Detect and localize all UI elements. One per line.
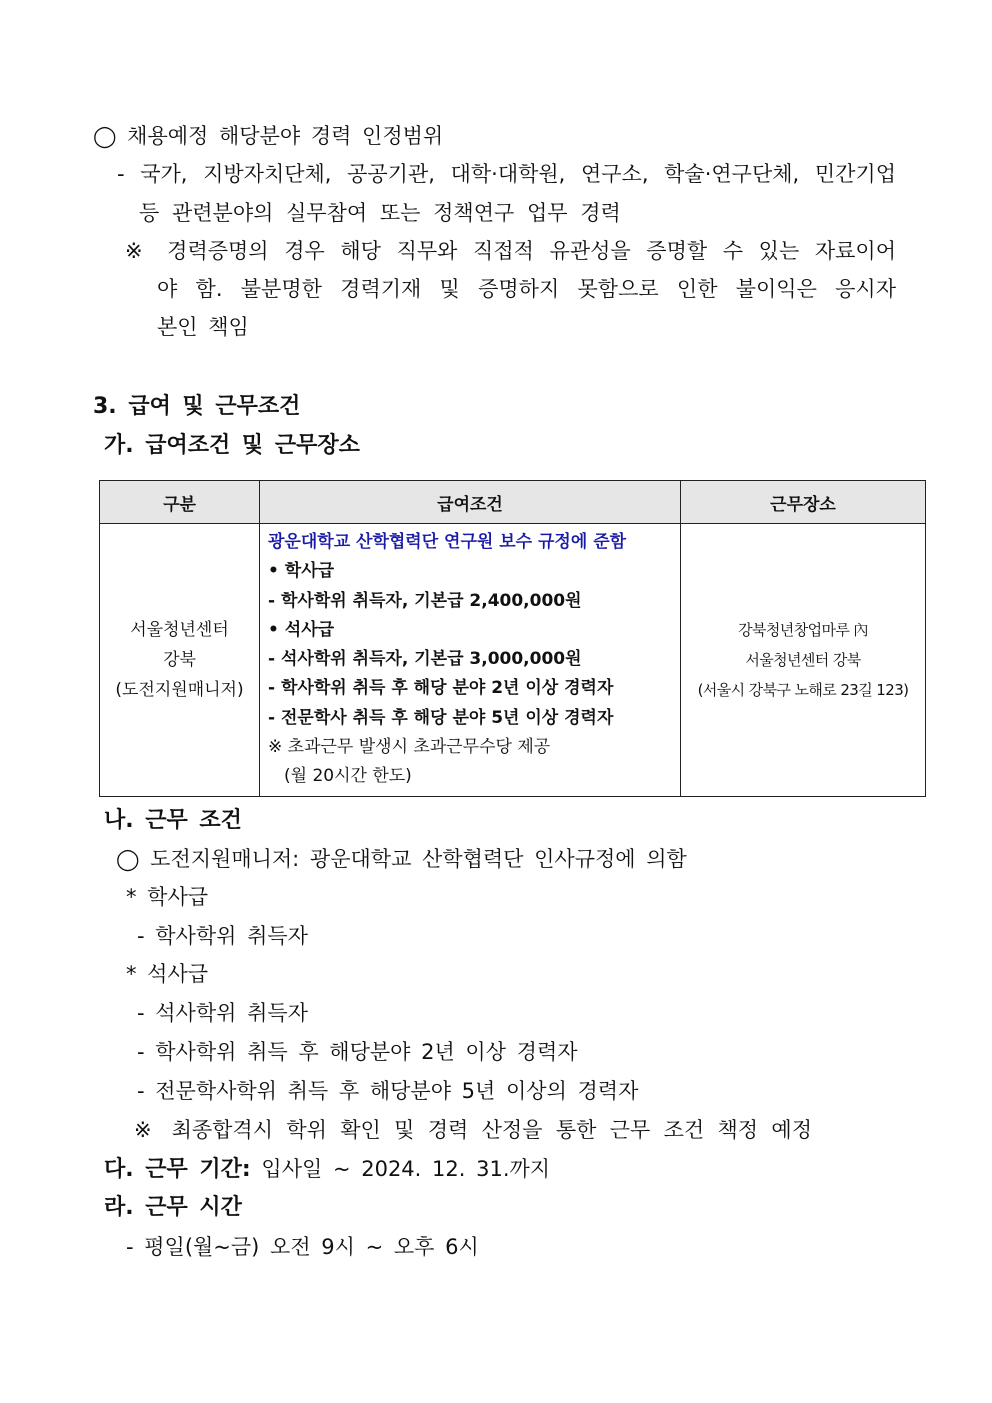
place-cell [681,524,926,797]
salary-table-row [100,524,926,797]
category-cell [100,524,260,797]
category-line: 서울청년센터 [130,619,229,640]
career-note-line2: 야 함. 불분명한 경력기재 및 증명하지 못함으로 인한 불이익은 응시자 [157,277,896,301]
place-line: (서울시 강북구 노해로 23길 123) [697,680,909,699]
section-ra-title: 라. 근무 시간 [104,1195,242,1220]
work-condition-note: ※ 최종합격시 학위 확인 및 경력 산정을 통한 근무 조건 책정 예정 [134,1118,812,1142]
career-note-line1: ※ 경력증명의 경우 해당 직무와 직접적 유관성을 증명할 수 있는 자료이어 [125,239,896,263]
header-category: 구분 [100,481,260,524]
condition-master-heading: • 석사급 [268,619,335,640]
place-line: 서울청년센터 강북 [745,650,861,669]
condition-master-detail: - 학사학위 취득 후 해당 분야 2년 이상 경력자 [268,678,614,699]
section-3-title: 3. 급여 및 근무조건 [93,394,301,419]
header-conditions: 급여조건 [260,481,681,524]
salary-rule-note: 광운대학교 산학협력단 연구원 보수 규정에 준함 [268,532,627,552]
place-line: 강북청년창업마루 內 [738,620,868,639]
work-condition-line: * 석사급 [126,962,209,986]
header-place: 근무장소 [681,481,926,524]
section-da-value: 입사일 ~ 2024. 12. 31.까지 [261,1157,551,1181]
section-ga-title: 가. 급여조건 및 근무장소 [104,433,360,458]
condition-master-detail: - 전문학사 취득 후 해당 분야 5년 이상 경력자 [268,707,614,728]
category-line: 강북 [163,649,196,670]
salary-table [99,480,926,797]
work-condition-line: * 학사급 [126,885,209,909]
section-da-label: 다. 근무 기간: [104,1157,251,1182]
section-da [104,1155,550,1184]
salary-table-header-row [100,481,926,524]
conditions-cell [260,524,681,797]
work-condition-line: - 학사학위 취득자 [137,924,308,948]
work-condition-line: ◯ 도전지원매니저: 광운대학교 산학협력단 인사규정에 의함 [116,847,687,871]
overtime-limit: (월 20시간 한도) [284,766,412,787]
career-heading: ◯ 채용예정 해당분야 경력 인정범위 [93,124,444,148]
work-condition-line: - 석사학위 취득자 [137,1001,308,1025]
work-condition-line: - 학사학위 취득 후 해당분야 2년 이상 경력자 [137,1040,578,1064]
career-item-line1: - 국가, 지방자치단체, 공공기관, 대학·대학원, 연구소, 학술·연구단체, 민간기업 [117,162,896,186]
condition-bachelor-heading: • 학사급 [268,561,335,582]
category-line: (도전지원매니저) [115,679,244,700]
work-condition-line: - 전문학사학위 취득 후 해당분야 5년 이상의 경력자 [137,1079,639,1103]
condition-master-detail: - 석사학위 취득자, 기본급 3,000,000원 [268,649,582,670]
career-item-line2: 등 관련분야의 실무참여 또는 정책연구 업무 경력 [139,201,621,225]
overtime-note: ※ 초과근무 발생시 초과근무수당 제공 [268,737,551,758]
work-hours-line: - 평일(월~금) 오전 9시 ~ 오후 6시 [126,1235,479,1259]
career-note-line3: 본인 책임 [157,315,249,339]
section-na-title: 나. 근무 조건 [104,808,242,833]
condition-bachelor-detail: - 학사학위 취득자, 기본급 2,400,000원 [268,590,582,611]
